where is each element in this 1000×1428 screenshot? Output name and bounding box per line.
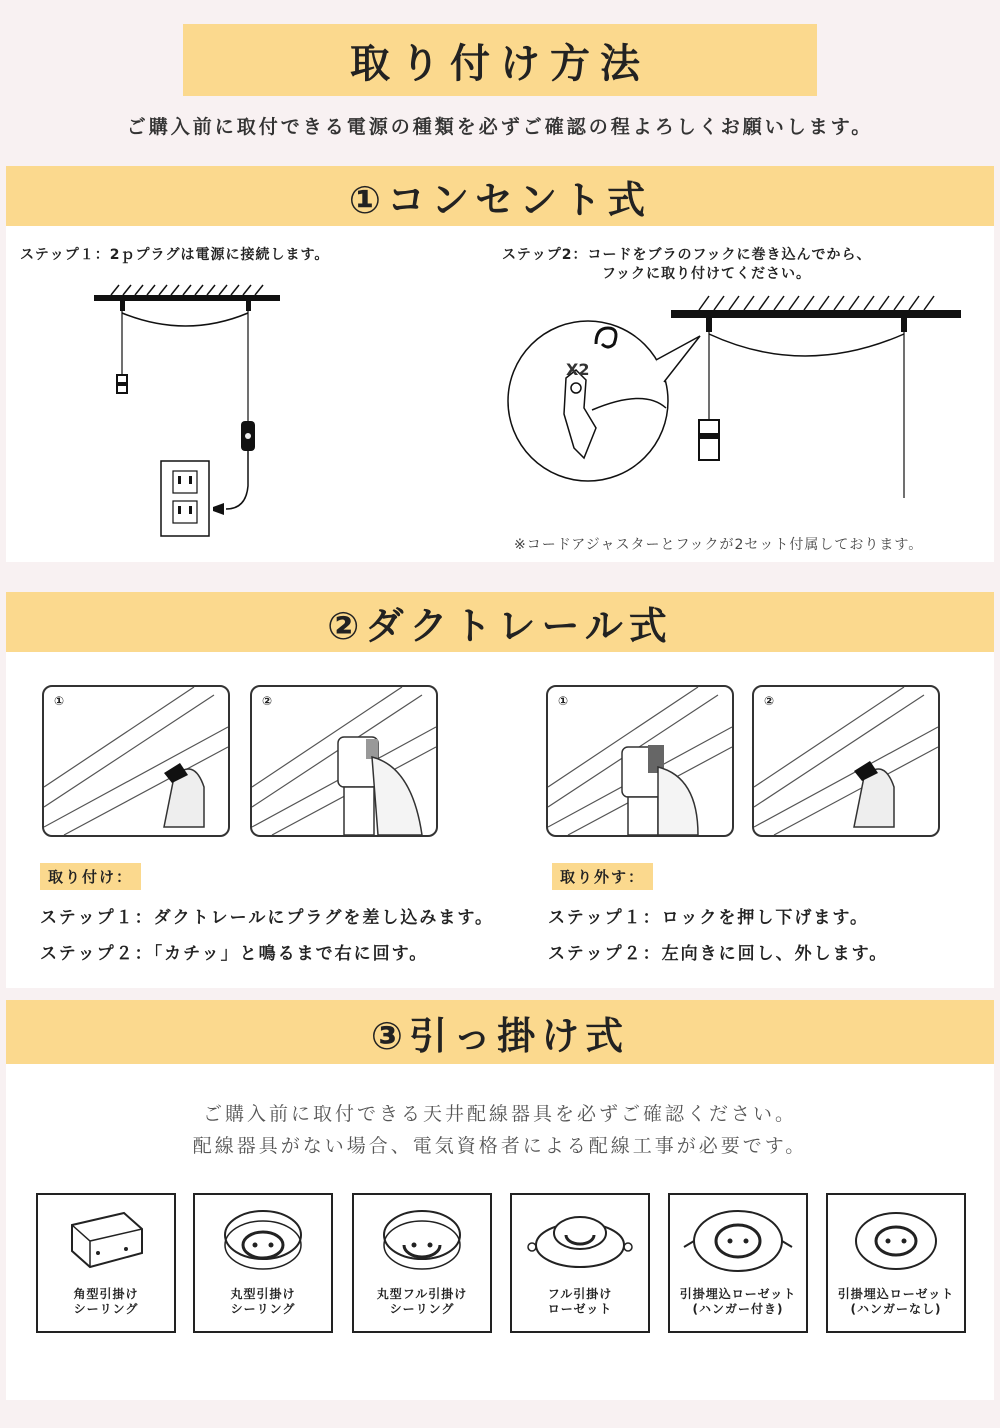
remove-step2: ステップ２：左向きに回し、外します。: [548, 944, 889, 964]
attach-step2: ステップ２：「カチッ」と鳴るまで右に回す。: [40, 944, 429, 964]
fixture-1-line2: シーリング: [73, 1302, 139, 1316]
fixture-6-line2: (ハンガーなし): [850, 1302, 942, 1316]
outlet-illustration: [86, 281, 296, 541]
attach-step1: ステップ１：ダクトレールにプラグを差し込みます。: [40, 908, 494, 928]
fixture-round-full-ceiling: [352, 1193, 492, 1333]
fixture-2-line2: シーリング: [230, 1302, 296, 1316]
remove-step1: ステップ１：ロックを押し下げます。: [548, 908, 869, 928]
section1-panel: [6, 226, 994, 562]
fixture-3-line1: 丸型フル引掛け: [376, 1287, 468, 1301]
duct-remove-step1-image: [546, 685, 734, 837]
fixture-round-ceiling: [193, 1193, 333, 1333]
remove-tag: 取り外す：: [552, 863, 653, 890]
thumb-number-2: ②: [262, 694, 273, 708]
fixture-5-line1: 引掛埋込ローゼット: [679, 1287, 797, 1301]
section3-intro-line1: ご購入前に取付できる天井配線器具を必ずご確認ください。: [202, 1103, 797, 1125]
fixture-embedded-rosette-with-hanger: [668, 1193, 808, 1333]
fixture-2-line1: 丸型引掛け: [230, 1287, 296, 1301]
page-title: 取り付け方法: [183, 24, 817, 96]
fixture-full-rosette: [510, 1193, 650, 1333]
intro-text: ご購入前に取付できる電源の種類を必ずご確認の程よろしくお願いします。: [126, 116, 874, 138]
section1-note: ※コードアジャスターとフックが2セット付属しております。: [514, 537, 924, 553]
hook-illustration: [504, 288, 974, 508]
section1-step1: ステップ１：2ｐプラグは電源に接続します。: [20, 247, 330, 263]
fixture-6-line1: 引掛埋込ローゼット: [837, 1287, 955, 1301]
zoom-count-label: X2: [566, 360, 590, 379]
fixture-5-line2: (ハンガー付き): [692, 1302, 784, 1316]
section2-panel: [6, 652, 994, 988]
thumb-number-3: ①: [558, 694, 569, 708]
section1-step2-line2: フックに取り付けてください。: [602, 266, 812, 282]
section1-step2-line1: ステップ2：コードをブラのフックに巻き込んでから、: [502, 247, 872, 263]
fixture-embedded-rosette-without-hanger: [826, 1193, 966, 1333]
duct-remove-step2-image: [752, 685, 940, 837]
duct-attach-step2-image: [250, 685, 438, 837]
duct-attach-step1-image: [42, 685, 230, 837]
section2-title: ②ダクトレール式: [6, 592, 994, 652]
fixture-4-line1: フル引掛け: [547, 1287, 613, 1301]
fixture-4-line2: ローゼット: [547, 1302, 613, 1316]
section3-title: ③引っ掛け式: [6, 1000, 994, 1064]
fixture-1-line1: 角型引掛け: [73, 1287, 139, 1301]
section1-title: ①コンセント式: [6, 166, 994, 226]
thumb-number-1: ①: [54, 694, 65, 708]
fixture-3-line2: シーリング: [389, 1302, 455, 1316]
section3-intro-line2: 配線器具がない場合、電気資格者による配線工事が必要です。: [192, 1135, 808, 1157]
fixture-square-ceiling: [36, 1193, 176, 1333]
thumb-number-4: ②: [764, 694, 775, 708]
attach-tag: 取り付け：: [40, 863, 141, 890]
